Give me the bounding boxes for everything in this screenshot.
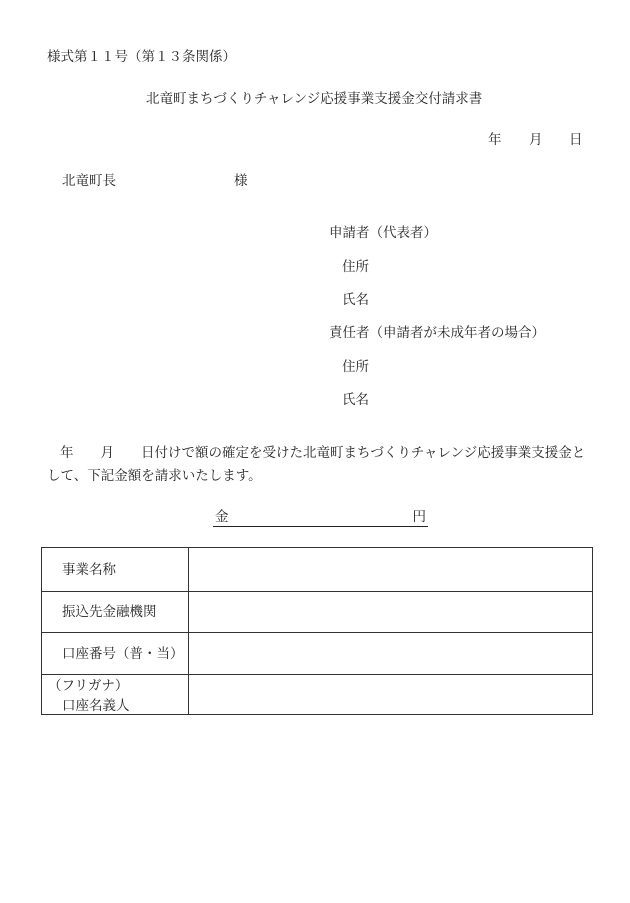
project-name-label: 事業名称 <box>62 561 116 578</box>
addressee-name: 北竜町長 <box>62 173 116 189</box>
amount-prefix: 金 <box>215 509 229 525</box>
responsible-party-address-label: 住所 <box>342 359 369 375</box>
bank-label: 振込先金融機関 <box>62 604 157 620</box>
table-label-cell <box>42 675 189 714</box>
applicant-name-label: 氏名 <box>342 292 369 308</box>
table-row-project-name <box>42 548 592 591</box>
account-holder-kana-label: （フリガナ） <box>48 678 129 694</box>
responsible-party-heading: 責任者（申請者が未成年者の場合） <box>329 325 545 341</box>
responsible-party-name-label: 氏名 <box>342 392 369 408</box>
table-label-cell <box>42 633 189 674</box>
date-day-label: 日 <box>569 132 583 148</box>
date-year-label: 年 <box>488 132 502 148</box>
account-number-label: 口座番号（普・当） <box>62 645 184 662</box>
table-label-cell <box>42 548 189 591</box>
account-number-value-cell <box>189 633 592 674</box>
account-holder-value-cell <box>189 675 592 714</box>
table-row-account-number <box>42 632 592 674</box>
applicant-address-label: 住所 <box>342 259 369 275</box>
table-row-account-holder <box>42 674 592 714</box>
form-number: 様式第１１号（第１３条関係） <box>47 49 236 65</box>
document-title: 北竜町まちづくりチャレンジ応援事業支援金交付請求書 <box>146 91 483 107</box>
amount-line <box>213 508 428 527</box>
bank-info-table <box>41 547 593 715</box>
request-text-line-2: して、下記金額を請求いたします。 <box>47 468 262 484</box>
addressee-honorific: 様 <box>234 173 248 189</box>
date-month-label: 月 <box>529 132 543 148</box>
applicant-heading: 申請者（代表者） <box>329 225 437 241</box>
request-text-line-1: 年 月 日付けで額の確定を受けた北竜町まちづくりチャレンジ応援事業支援金と <box>60 445 586 461</box>
account-holder-label: 口座名義人 <box>62 698 130 714</box>
table-row-bank <box>42 591 592 632</box>
amount-suffix: 円 <box>412 509 426 525</box>
table-label-cell <box>42 592 189 632</box>
bank-value-cell <box>189 592 592 632</box>
project-name-value-cell <box>189 548 592 591</box>
